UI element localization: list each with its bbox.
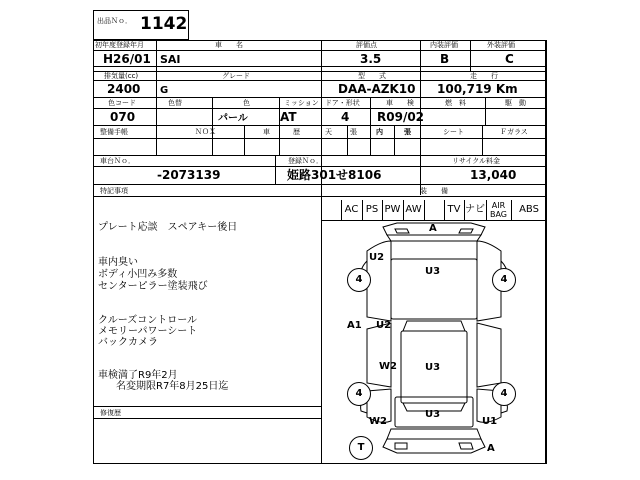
note-line: クルーズコントロール xyxy=(98,315,197,326)
interior-trim-label-b: 張 xyxy=(404,128,411,136)
equipment-grid xyxy=(321,200,546,220)
score-label: 評価点 xyxy=(356,41,377,49)
inspection-date: R09/02 xyxy=(377,110,425,124)
tire-front-left: 4 xyxy=(347,268,371,292)
damage-w2-mid: W2 xyxy=(379,361,397,372)
notes-label: 特記事項 xyxy=(100,187,128,195)
ceiling-label-a: 天 xyxy=(325,128,332,136)
history-label-b: 歴 xyxy=(293,128,300,136)
equip-aw: AW xyxy=(403,200,425,220)
reg-year-label: 初年度登録年月 xyxy=(95,41,144,49)
color-code: 070 xyxy=(110,110,136,124)
tire-front-right: 4 xyxy=(492,268,516,292)
equip-abs: ABS xyxy=(519,204,539,215)
grade: G xyxy=(160,85,169,96)
tire-rear-right: 4 xyxy=(492,382,516,406)
grade-label: グレード xyxy=(222,72,250,80)
damage-front: A xyxy=(429,223,437,234)
equip-ac: AC xyxy=(341,200,363,220)
mileage: 100,719 Km xyxy=(437,82,518,96)
damage-roof: U3 xyxy=(425,362,441,373)
note-line: 車検満了R9年2月 xyxy=(98,370,178,381)
note-line: バックカメラ xyxy=(98,337,158,348)
history-label-a: 車 xyxy=(263,128,270,136)
equip-airbag: AIR BAG xyxy=(486,200,512,220)
car-diagram xyxy=(321,221,546,464)
mission: AT xyxy=(280,110,297,124)
maintenance-book-label: 整備手帳 xyxy=(100,128,128,136)
equip-tv: TV xyxy=(444,200,465,220)
seat-label: シート xyxy=(443,128,464,136)
car-name: SAI xyxy=(160,53,181,66)
equip-pw: PW xyxy=(382,200,404,220)
note-line: プレート応談 スペアキー後日 xyxy=(98,222,238,233)
note-line: メモリーパワーシート xyxy=(98,326,198,337)
interior-label: 内装評価 xyxy=(430,41,458,49)
repair-history-label: 修復歴 xyxy=(100,409,121,417)
note-line: ボディ小凹み多数 xyxy=(98,269,178,280)
note-line: 名変期限R7年8月25日迄 xyxy=(116,381,229,392)
displacement: 2400 xyxy=(107,82,141,96)
doors: 4 xyxy=(341,110,350,124)
color-label: 色 xyxy=(243,99,250,107)
damage-trunk: U3 xyxy=(425,409,441,420)
nox-label: ＮＯＸ xyxy=(195,128,216,136)
damage-t: T xyxy=(349,436,373,460)
reg-year: H26/01 xyxy=(103,52,151,66)
equipment-label: 装 備 xyxy=(420,187,448,195)
mission-label: ミッション xyxy=(284,99,319,107)
color: パール xyxy=(218,113,248,124)
equip-ps: PS xyxy=(362,200,383,220)
exterior-label: 外装評価 xyxy=(487,41,515,49)
color-change-label: 色替 xyxy=(168,99,182,107)
car-name-label: 車 名 xyxy=(215,41,243,49)
displacement-label: 排気量(cc) xyxy=(104,72,139,80)
front-glass-label: Ｆガラス xyxy=(500,128,528,136)
chassis-label: 車台Ｎｏ． xyxy=(100,157,135,165)
plate-number: 姫路301せ8106 xyxy=(287,168,382,182)
model-label: 型 式 xyxy=(358,72,386,80)
equip-blank xyxy=(424,200,445,220)
ceiling-label-b: 張 xyxy=(350,128,357,136)
damage-u2-top: U2 xyxy=(369,252,385,263)
equip-navi: ナビ xyxy=(464,200,487,220)
damage-u2-mid: U2 xyxy=(376,320,392,331)
inspection-label: 車 検 xyxy=(386,99,414,107)
tire-rear-left: 4 xyxy=(347,382,371,406)
recycle-label: リサイクル料金 xyxy=(452,157,501,165)
interior-trim-label-a: 内 xyxy=(376,128,383,136)
damage-hood: U3 xyxy=(425,266,441,277)
exterior-grade: C xyxy=(505,52,514,66)
drive-label: 駆 動 xyxy=(505,99,526,107)
exhibit-number-label: 出品Ｎｏ． xyxy=(97,17,132,25)
note-line: 車内臭い xyxy=(98,257,138,268)
chassis-number: -2073139 xyxy=(157,168,221,182)
model-code: DAA-AZK10 xyxy=(338,82,416,96)
score: 3.5 xyxy=(360,52,382,66)
mileage-label: 走 行 xyxy=(470,72,498,80)
doors-label: ドア・形状 xyxy=(325,99,360,107)
interior-grade: B xyxy=(440,52,450,66)
damage-a1: A1 xyxy=(347,320,362,331)
color-code-label: 色コード xyxy=(108,99,136,107)
exhibit-number: 1142 xyxy=(140,14,188,34)
damage-u1: U1 xyxy=(482,416,498,427)
recycle-fee: 13,040 xyxy=(470,168,517,182)
damage-w2-bottom: W2 xyxy=(369,416,387,427)
fuel-label: 燃 料 xyxy=(445,99,466,107)
note-line: センターピラー塗装飛び xyxy=(98,281,208,292)
plate-label: 登録Ｎｏ． xyxy=(288,157,323,165)
damage-rear: A xyxy=(487,443,495,454)
